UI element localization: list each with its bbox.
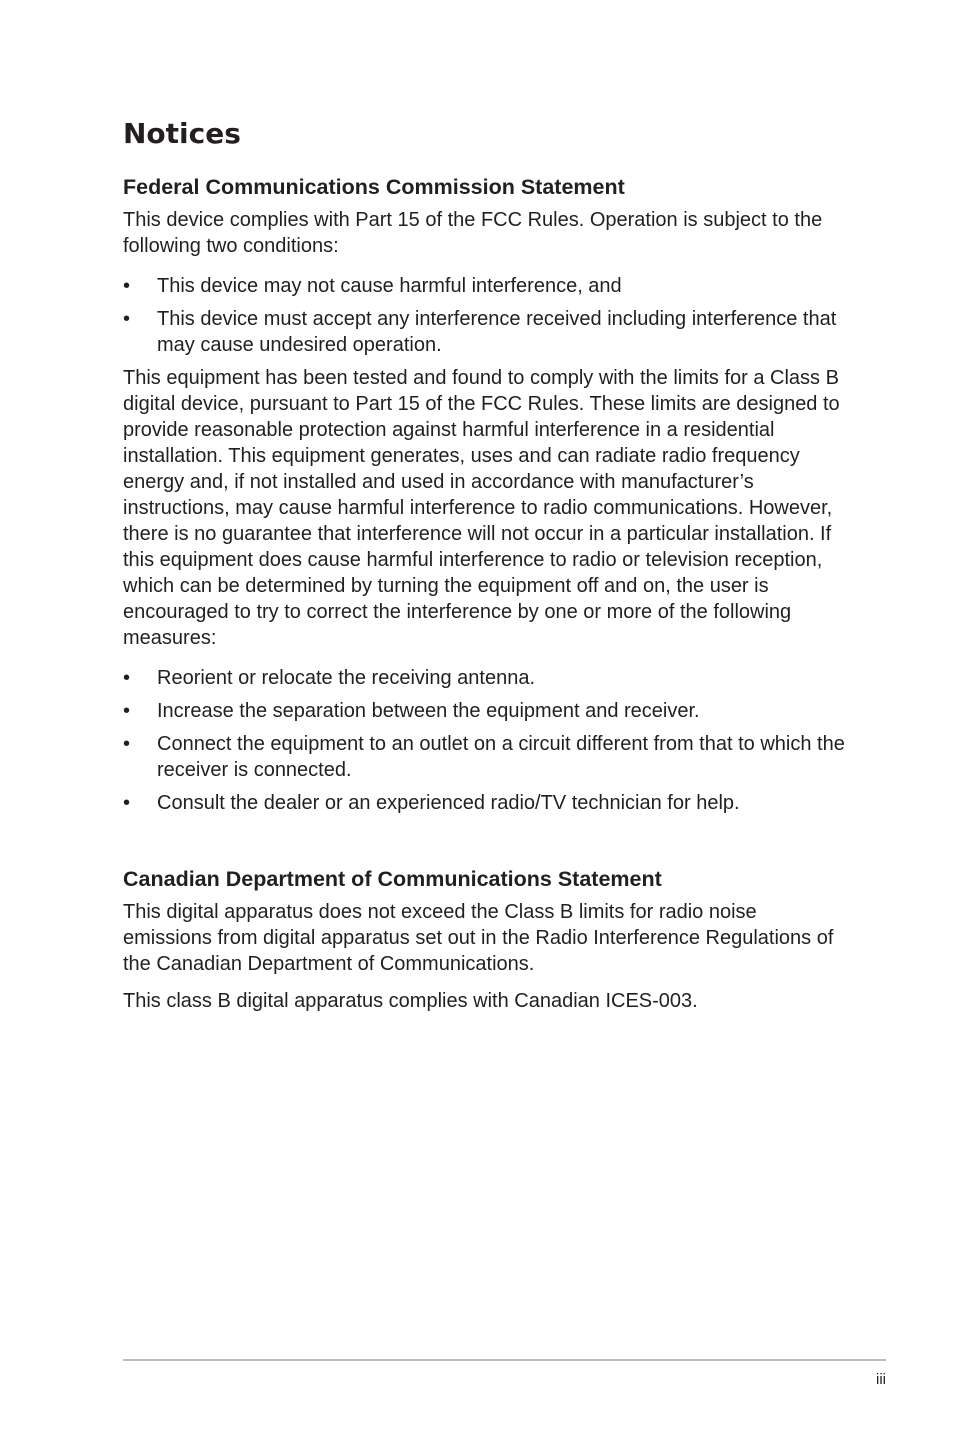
- bullet-icon: •: [123, 308, 131, 330]
- notices-page: [123, 112, 848, 1014]
- page-number: iii: [876, 1371, 886, 1388]
- list-item-text: This device must accept any interference received including interference that may cause undesired operation.: [157, 308, 837, 356]
- fcc-conditions-list: [123, 273, 848, 358]
- fcc-section: [123, 174, 848, 816]
- list-item-text: Connect the equipment to an outlet on a circuit different from that to which the receiver is connected.: [157, 733, 845, 781]
- list-item: [123, 790, 848, 816]
- fcc-heading: Federal Communications Commission Statement: [123, 175, 625, 199]
- section-spacer: [123, 823, 848, 866]
- list-item: [123, 665, 848, 691]
- bullet-icon: •: [123, 792, 131, 814]
- fcc-measures-list: [123, 665, 848, 816]
- fcc-intro: This device complies with Part 15 of the FCC Rules. Operation is subject to the following two conditions:: [123, 209, 823, 257]
- list-item-text: Increase the separation between the equipment and receiver.: [157, 700, 700, 722]
- list-item: [123, 273, 848, 299]
- list-item: [123, 698, 848, 724]
- canada-heading: Canadian Department of Communications Statement: [123, 867, 662, 891]
- canada-paragraph-2: This class B digital apparatus complies with Canadian ICES-003.: [123, 990, 698, 1012]
- bullet-icon: •: [123, 733, 131, 755]
- canada-section: [123, 866, 848, 1014]
- list-item-text: Consult the dealer or an experienced radio/TV technician for help.: [157, 792, 740, 814]
- canada-paragraph-1: This digital apparatus does not exceed the Class B limits for radio noise emissions from digital apparatus set out in the Radio Interference Regulations of the Canadian Department of Communications.: [123, 901, 834, 975]
- footer-divider: [123, 1359, 886, 1361]
- bullet-icon: •: [123, 700, 131, 722]
- list-item: [123, 731, 848, 783]
- fcc-body: This equipment has been tested and found to comply with the limits for a Class B digital device, pursuant to Part 15 of the FCC Rules. These limits are designed to provide reasonable protection against harmful interference in a residential installation. This equipment generates, uses and can radiate radio frequency energy and, if not installed and used in accordance with manufacturer’s instructions, may cause harmful interference to radio communications. However, there is no guarantee that interference will not occur in a particular installation. If this equipment does cause harmful interference to radio or television reception, which can be determined by turning the equipment off and on, the user is encouraged to try to correct the interference by one or more of the following measures:: [123, 367, 840, 649]
- page-title: Notices: [123, 117, 241, 150]
- bullet-icon: •: [123, 275, 131, 297]
- bullet-icon: •: [123, 667, 131, 689]
- list-item: [123, 306, 848, 358]
- list-item-text: This device may not cause harmful interference, and: [157, 275, 622, 297]
- list-item-text: Reorient or relocate the receiving antenna.: [157, 667, 536, 689]
